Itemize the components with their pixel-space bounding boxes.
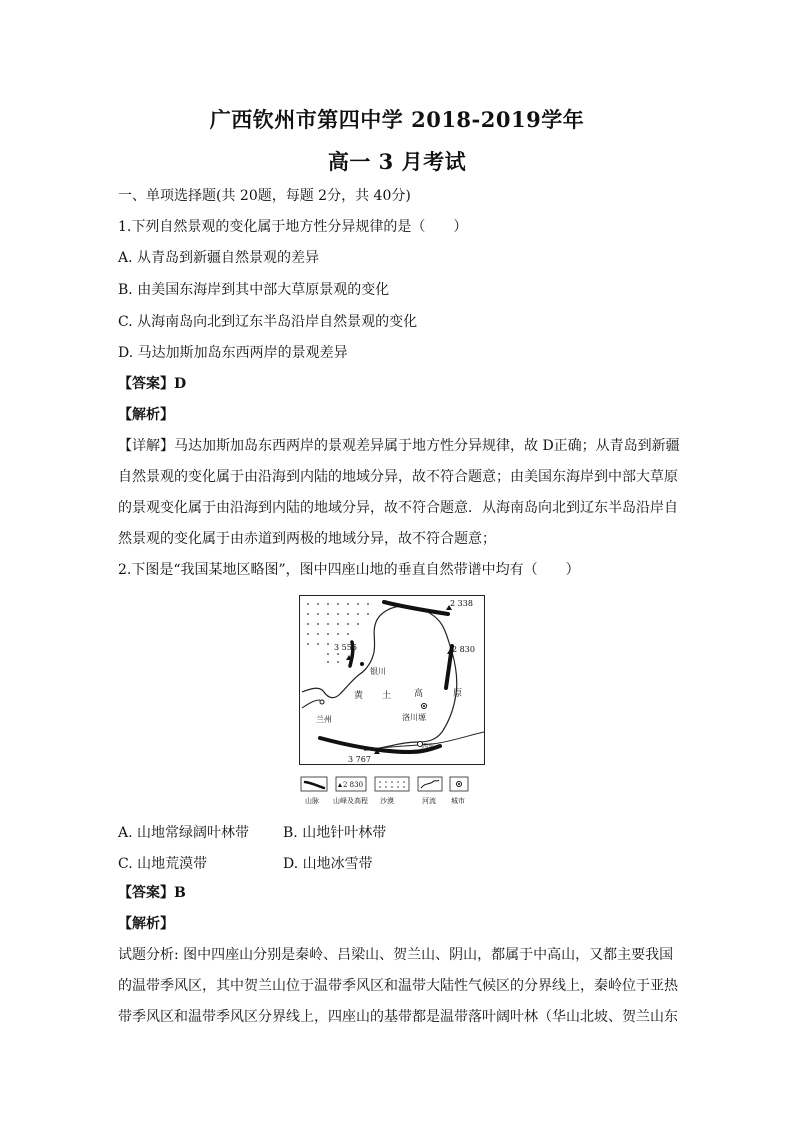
label-huang: 黄: [354, 691, 364, 701]
question-1-option-c: C. 从海南岛向北到辽东半岛沿岸自然景观的变化: [118, 314, 418, 330]
legend-peak-value: 2 830: [343, 781, 364, 789]
legend-label-mountain: 山脉: [305, 797, 319, 805]
question-2-answer: 【答案】B: [118, 885, 186, 901]
question-2-stem: 2.下图是“我国某地区略图”，图中四座山地的垂直自然带谱中均有（ ）: [118, 562, 580, 578]
desert-area: [307, 603, 369, 663]
document-subtitle: 高一 3 月考试: [327, 149, 467, 174]
legend-river-symbol: [421, 780, 439, 788]
question-2-detail-line: 的温带季风区，其中贺兰山位于温带季风区和温带大陆性气候区的分界线上，秦岭位于亚热: [118, 978, 678, 994]
yellow-river: [302, 606, 457, 750]
map-legend: [300, 776, 470, 806]
question-1-stem: 1.下列自然景观的变化属于地方性分异规律的是（ ）: [118, 219, 468, 235]
question-2-detail-line: 带季风区和温带季风区分界线上，四座山的基带都是温带落叶阔叶林（华山北坡、贺兰山东: [118, 1009, 678, 1025]
question-1-option-a: A. 从青岛到新疆自然景观的差异: [118, 250, 320, 266]
region-map-svg: [300, 596, 484, 764]
question-2-detail-line: 试题分析: 图中四座山分别是秦岭、吕梁山、贺兰山、阴山，都属于中高山，又都主要我国: [118, 947, 674, 963]
legend-desert-symbol: [379, 781, 405, 788]
label-peak-3556: 3 556: [334, 643, 357, 652]
question-1-answer: 【答案】D: [118, 376, 187, 392]
question-2-option-d: D. 山地冰雪带: [283, 856, 373, 872]
question-2-option-c: C. 山地荒漠带: [118, 856, 208, 872]
question-1-detail-line: 然景观的变化属于由赤道到两极的地域分异，故不符合题意；: [118, 531, 496, 547]
question-2-option-b: B. 山地针叶林带: [283, 825, 387, 841]
legend-label-river: 河流: [422, 797, 436, 805]
section-heading: 一、单项选择题(共 20题，每题 2分，共 40分): [118, 188, 411, 204]
question-1-analysis-heading: 【解析】: [118, 407, 174, 423]
label-peak-2830: 2 830: [452, 645, 475, 654]
legend-mountain-symbol: [305, 782, 324, 788]
question-1-option-b: B. 由美国东海岸到其中部大草原景观的变化: [118, 282, 390, 298]
question-1-option-d: D. 马达加斯加岛东西两岸的景观差异: [118, 345, 348, 361]
question-1-detail-line: 自然景观的变化属于由沿海到内陆的地域分异，故不符合题意；由美国东海岸到中部大草原: [118, 469, 678, 485]
question-1-detail-line: 【详解】马达加斯加岛东西两岸的景观差异属于地方性分异规律，故 D正确；从青岛到新疆: [118, 438, 680, 454]
label-peak-2338: 2 338: [450, 599, 473, 608]
region-map: [299, 595, 485, 765]
city-yinchuan-dot: [360, 662, 364, 666]
label-peak-3767: 3 767: [348, 755, 371, 764]
legend-label-desert: 沙漠: [380, 797, 394, 805]
question-1-detail-line: 的景观变化属于由沿海到内陆的地域分异，故不符合题意．从海南岛向北到辽东半岛沿岸自: [118, 500, 678, 516]
map-legend-svg: [300, 776, 470, 806]
question-2-analysis-heading: 【解析】: [118, 916, 174, 932]
city-lanzhou-dot: [320, 700, 324, 704]
label-lanzhou: 兰州: [316, 715, 332, 724]
label-yuan: 原: [453, 689, 463, 699]
label-xian: 西安: [422, 743, 435, 750]
question-2-option-a: A. 山地常绿阔叶林带: [118, 825, 250, 841]
legend-peak-symbol: [338, 783, 342, 787]
label-tu: 土: [382, 691, 392, 701]
label-yinchuan: 银川: [370, 667, 386, 676]
document-title: 广西钦州市第四中学 2018-2019学年: [209, 107, 585, 132]
label-gao: 高: [414, 689, 424, 699]
legend-label-peak: 山峰及高程: [333, 797, 368, 805]
river-branch: [302, 700, 320, 708]
legend-label-city: 城市: [451, 797, 465, 805]
label-luochuanyuan: 洛川塬: [402, 713, 426, 722]
